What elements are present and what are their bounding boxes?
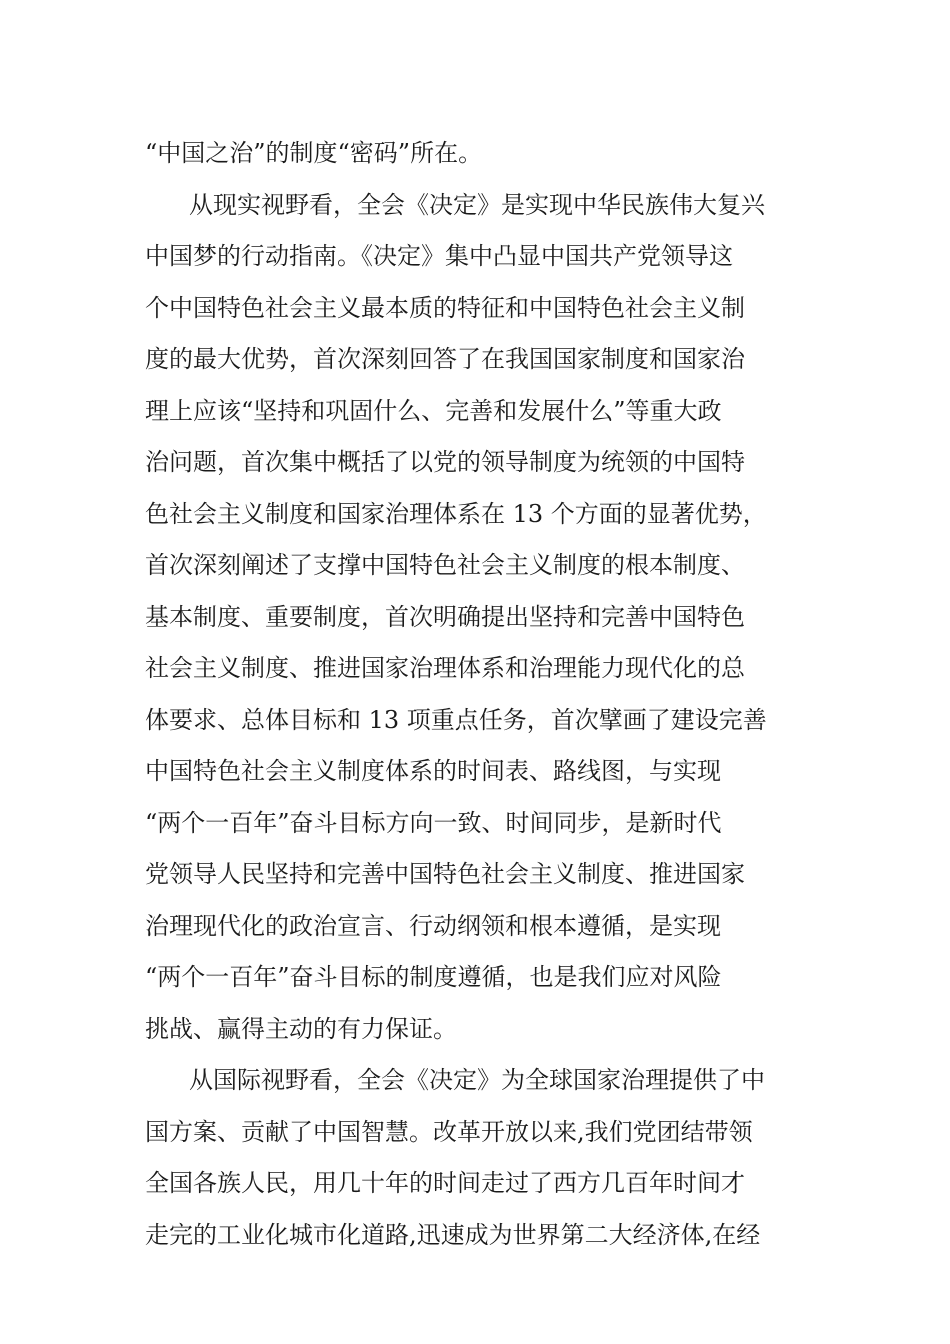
text-line: 首次深刻阐述了支撑中国特色社会主义制度的根本制度、 xyxy=(145,551,745,579)
text-line: 中国特色社会主义制度体系的时间表、路线图，与实现 xyxy=(145,757,721,785)
text-line: 中国梦的行动指南。《决定》集中凸显中国共产党领导这 xyxy=(145,242,733,270)
paragraph-first-line: 从国际视野看，全会《决定》为全球国家治理提供了中 xyxy=(189,1066,765,1094)
text-line: 国方案、贡献了中国智慧。改革开放以来,我们党团结带领 xyxy=(145,1117,753,1146)
document-body xyxy=(145,128,815,1261)
text-line: 全国各族人民，用几十年的时间走过了西方几百年时间才 xyxy=(145,1169,745,1197)
text-line: “两个一百年”奋斗目标的制度遵循，也是我们应对风险 xyxy=(145,963,722,991)
paragraph-first-line: 从现实视野看，全会《决定》是实现中华民族伟大复兴 xyxy=(189,190,765,219)
text-line: 色社会主义制度和国家治理体系在 13 个方面的显著优势， xyxy=(145,499,767,528)
text-line: 党领导人民坚持和完善中国特色社会主义制度、推进国家 xyxy=(145,860,745,888)
text-line: 挑战、赢得主动的有力保证。 xyxy=(145,1014,457,1043)
text-line: 体要求、总体目标和 13 项重点任务，首次擘画了建设完善 xyxy=(145,705,767,734)
text-line: 治问题，首次集中概括了以党的领导制度为统领的中国特 xyxy=(145,448,745,476)
text-line: “两个一百年”奋斗目标方向一致、时间同步，是新时代 xyxy=(145,808,722,837)
text-line: 基本制度、重要制度，首次明确提出坚持和完善中国特色 xyxy=(145,602,745,631)
text-line: 度的最大优势，首次深刻回答了在我国国家制度和国家治 xyxy=(145,345,745,373)
text-line: 个中国特色社会主义最本质的特征和中国特色社会主义制 xyxy=(145,293,745,322)
text-line: 社会主义制度、推进国家治理体系和治理能力现代化的总 xyxy=(145,654,745,682)
text-line: 理上应该“坚持和巩固什么、完善和发展什么”等重大政 xyxy=(145,396,722,425)
text-line: 治理现代化的政治宣言、行动纲领和根本遵循，是实现 xyxy=(145,911,721,940)
text-line: 走完的工业化城市化道路,迅速成为世界第二大经济体,在经 xyxy=(145,1220,761,1249)
text-line: “中国之治”的制度“密码”所在。 xyxy=(145,139,483,167)
